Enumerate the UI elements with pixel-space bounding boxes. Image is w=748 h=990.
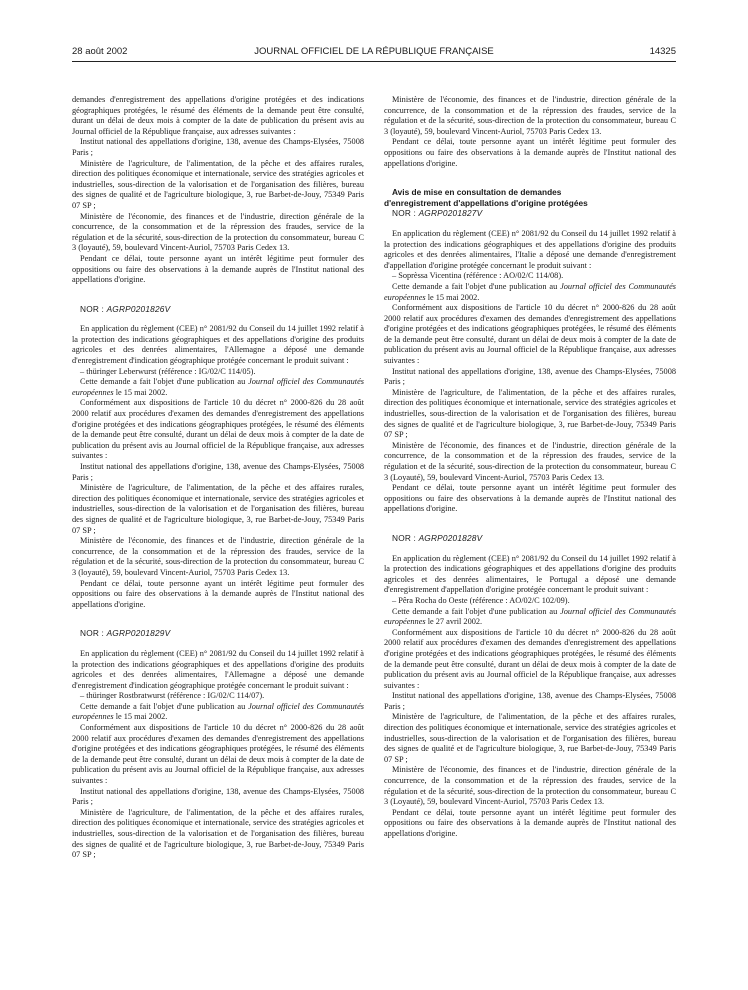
paragraph-pendant: Pendant ce délai, toute personne ayant un intérêt légitime peut formuler des oppositions ou faire des observations à la demande auprès de l'Institut national des appellations d'origine. <box>384 807 676 838</box>
paragraph-application: En application du règlement (CEE) n° 2081/92 du Conseil du 14 juillet 1992 relatif à la protection des indications géographiques et des appellations d'origine des produits agricoles et des denrées alimentaires, l'Italie a déposé une demande d'enregistrement d'appellation d'origine protégée concernant le produit suivant : <box>384 228 676 270</box>
paragraph-application: En application du règlement (CEE) n° 2081/92 du Conseil du 14 juillet 1992 relatif à la protection des indications géographiques et des appellations d'origine des produits agricoles et des denrées alimentaires, l'Allemagne a déposé une demande d'enregistrement d'indication géographique protégée concernant le produit suivant : <box>72 324 364 366</box>
address-economie: Ministère de l'économie, des finances et de l'industrie, direction générale de la concurrence, de la consommation et de la répression des fraudes, service de la régulation et de la sécurité, sous-direction de la protection du consommateur, bureau C 3 (Loyauté), 59, boulevard Vincent-Auriol, 75703 Paris Cedex 13. <box>384 765 676 807</box>
paragraph-publication: Cette demande a fait l'objet d'une publication au Journal officiel des Communautés européennes le 15 mai 2002. <box>72 377 364 397</box>
address-economie: Ministère de l'économie, des finances et de l'industrie, direction générale de la concurrence, de la consommation et de la répression des fraudes, service de la régulation et de la sécurité, sous-direction de la protection du consommateur, bureau C 3 (loyauté), 59, boulevard Vincent-Auriol, 75703 Paris Cedex 13. <box>72 536 364 577</box>
paragraph-publication: Cette demande a fait l'objet d'une publication au Journal officiel des Communautés européennes le 27 avril 2002. <box>384 606 676 627</box>
paragraph-publication: Cette demande a fait l'objet d'une publication au Journal officiel des Communautés européennes le 15 mai 2002. <box>72 701 364 722</box>
paragraph-intro-continued: demandes d'enregistrement des appellations d'origine protégées et des indications géographiques protégées, le résumé des éléments de la demande peut être consulté, durant un délai de deux mois à compter de la date de publication du présent avis au Journal officiel de la République française, aux adresses suivantes : <box>72 95 364 136</box>
product-item: – thüringer Leberwurst (référence : IG/02/C 114/05). <box>80 366 256 376</box>
address-inao: Institut national des appellations d'origine, 138, avenue des Champs-Elysées, 75008 Paris ; <box>72 462 364 482</box>
product-item: – Soprèssa Vicentina (référence : AO/02/C 114/08). <box>392 271 564 281</box>
address-inao: Institut national des appellations d'origine, 138, avenue des Champs-Elysées, 75008 Paris ; <box>384 366 676 387</box>
product-item: – thüringer Rostbratwurst (référence : IG/02/C 114/07). <box>80 691 265 701</box>
left-column <box>72 95 364 861</box>
paragraph-conformement: Conformément aux dispositions de l'article 10 du décret n° 2000-826 du 28 août 2000 relatif aux procédures d'examen des demandes d'enregistrement des appellations d'origine protégées et des indications géographiques protégées, le résumé des éléments de la demande peut être consulté, durant un délai de deux mois à compter de la date de publication du présent avis au Journal officiel de la République française, aux adresses suivantes : <box>72 398 364 461</box>
paragraph-application: En application du règlement (CEE) n° 2081/92 du Conseil du 14 juillet 1992 relatif à la protection des indications géographiques et des appellations d'origine des produits agricoles et des denrées alimentaires, le Portugal a déposé une demande d'enregistrement d'appellation d'origine protégée concernant le produit suivant : <box>384 553 676 595</box>
paragraph-conformement: Conformément aux dispositions de l'article 10 du décret n° 2000-826 du 28 août 2000 relatif aux procédures d'examen des demandes d'enregistrement des appellations d'origine protégées et des indications géographiques protégées, le résumé des éléments de la demande peut être consulté, durant un délai de deux mois à compter de la date de publication du présent avis au Journal officiel de la République française, aux adresses suivantes : <box>384 303 676 366</box>
header-rule <box>72 61 676 62</box>
address-inao: Institut national des appellations d'origine, 138, avenue des Champs-Elysées, 75008 Paris ; <box>72 137 364 157</box>
address-agriculture: Ministère de l'agriculture, de l'alimentation, de la pêche et des affaires rurales, direction des politiques économique et internationale, service des stratégies agricoles et industrielles, sous-direction de la valorisation et de l'organisation des filières, bureau des signes de qualité et de l'agriculture biologique, 3, rue Barbet-de-Jouy, 75349 Paris 07 SP ; <box>72 158 364 210</box>
paragraph-pendant: Pendant ce délai, toute personne ayant un intérêt légitime peut formuler des oppositions ou faire des observations à la demande auprès de l'Institut national des appellations d'origine. <box>384 137 676 168</box>
right-column <box>384 95 676 840</box>
address-economie: Ministère de l'économie, des finances et de l'industrie, direction générale de la concurrence, de la consommation et de la répression des fraudes, service de la régulation et de la sécurité, sous-direction de la protection du consommateur, bureau C 3 (loyauté), 59, boulevard Vincent-Auriol, 75703 Paris Cedex 13. <box>384 95 676 136</box>
address-economie: Ministère de l'économie, des finances et de l'industrie, direction générale de la concurrence, de la consommation et de la répression des fraudes, service de la régulation et de la sécurité, sous-direction de la protection du consommateur, bureau C 3 (Loyauté), 59, boulevard Vincent-Auriol, 75703 Paris Cedex 13. <box>384 440 676 482</box>
product-item: – Pêra Rocha do Oeste (référence : AO/02/C 102/09). <box>392 595 570 605</box>
section-heading: Avis de mise en consultation de demandes d'enregistrement d'appellations d'origine protégées <box>384 187 588 208</box>
nor-reference: NOR : AGRP0201829V <box>80 628 171 639</box>
nor-reference: NOR : AGRP0201826V <box>80 303 171 314</box>
nor-reference: NOR : AGRP0201828V <box>392 532 483 543</box>
paragraph-pendant: Pendant ce délai, toute personne ayant un intérêt légitime peut formuler des oppositions ou faire des observations à la demande auprès de l'Institut national des appellations d'origine. <box>384 483 676 514</box>
journal-title: JOURNAL OFFICIEL DE LA RÉPUBLIQUE FRANÇAISE <box>254 46 494 57</box>
address-agriculture: Ministère de l'agriculture, de l'alimentation, de la pêche et des affaires rurales, direction des politiques économique et internationale, service des stratégies agricoles et industrielles, sous-direction de la valorisation et de l'organisation des filières, bureau des signes de qualité et de l'agriculture biologique, 3, rue Barbet-de-Jouy, 75349 Paris 07 SP ; <box>384 387 676 440</box>
paragraph-conformement: Conformément aux dispositions de l'article 10 du décret n° 2000-826 du 28 août 2000 relatif aux procédures d'examen des demandes d'enregistrement des appellations d'origine protégées et des indications géographiques protégées, le résumé des éléments de la demande peut être consulté, durant un délai de deux mois à compter de la date de publication du présent avis au Journal officiel de la République française, aux adresses suivantes : <box>384 627 676 690</box>
paragraph-conformement: Conformément aux dispositions de l'article 10 du décret n° 2000-826 du 28 août 2000 relatif aux procédures d'examen des demandes d'enregistrement des appellations d'origine protégées et des indications géographiques protégées, le résumé des éléments de la demande peut être consulté, durant un délai de deux mois à compter de la date de publication du présent avis au Journal officiel de la République française, aux adresses suivantes : <box>72 723 364 786</box>
paragraph-pendant: Pendant ce délai, toute personne ayant un intérêt légitime peut formuler des oppositions ou faire des observations à la demande auprès de l'Institut national des appellations d'origine. <box>72 253 364 285</box>
paragraph-application: En application du règlement (CEE) n° 2081/92 du Conseil du 14 juillet 1992 relatif à la protection des indications géographiques et des appellations d'origine des produits agricoles et des denrées alimentaires, l'Allemagne a déposé une demande d'enregistrement d'indication géographique protégée concernant le produit suivant : <box>72 648 364 690</box>
paragraph-publication: Cette demande a fait l'objet d'une publication au Journal officiel des Communautés européennes le 15 mai 2002. <box>384 281 676 302</box>
page-header <box>72 46 676 60</box>
address-agriculture: Ministère de l'agriculture, de l'alimentation, de la pêche et des affaires rurales, direction des politiques économique et internationale, service des stratégies agricoles et industrielles, sous-direction de la valorisation et de l'organisation des filières, bureau des signes de qualité et de l'agriculture biologique, 3, rue Barbet-de-Jouy, 75349 Paris 07 SP ; <box>384 712 676 764</box>
page-number: 14325 <box>649 46 676 57</box>
paragraph-pendant: Pendant ce délai, toute personne ayant un intérêt légitime peut formuler des oppositions ou faire des observations à la demande auprès de l'Institut national des appellations d'origine. <box>72 578 364 609</box>
address-agriculture: Ministère de l'agriculture, de l'alimentation, de la pêche et des affaires rurales, direction des politiques économique et internationale, service des stratégies agricoles et industrielles, sous-direction de la valorisation et de l'organisation des filières, bureau des signes de qualité et de l'agriculture biologique, 3, rue Barbet-de-Jouy, 75349 Paris 07 SP ; <box>72 807 364 860</box>
address-inao: Institut national des appellations d'origine, 138, avenue des Champs-Elysées, 75008 Paris ; <box>384 691 676 711</box>
nor-reference: NOR : AGRP0201827V <box>392 208 483 219</box>
address-agriculture: Ministère de l'agriculture, de l'alimentation, de la pêche et des affaires rurales, direction des politiques économique et internationale, service des stratégies agricoles et industrielles, sous-direction de la valorisation et de l'organisation des filières, bureau des signes de qualité et de l'agriculture biologique, 3, rue Barbet-de-Jouy, 75349 Paris 07 SP ; <box>72 483 364 535</box>
header-date: 28 août 2002 <box>72 46 128 57</box>
address-inao: Institut national des appellations d'origine, 138, avenue des Champs-Elysées, 75008 Paris ; <box>72 786 364 807</box>
address-economie: Ministère de l'économie, des finances et de l'industrie, direction générale de la concurrence, de la consommation et de la répression des fraudes, service de la régulation et de la sécurité, sous-direction de la protection du consommateur, bureau C 3 (loyauté), 59, boulevard Vincent-Auriol, 75703 Paris Cedex 13. <box>72 211 364 253</box>
